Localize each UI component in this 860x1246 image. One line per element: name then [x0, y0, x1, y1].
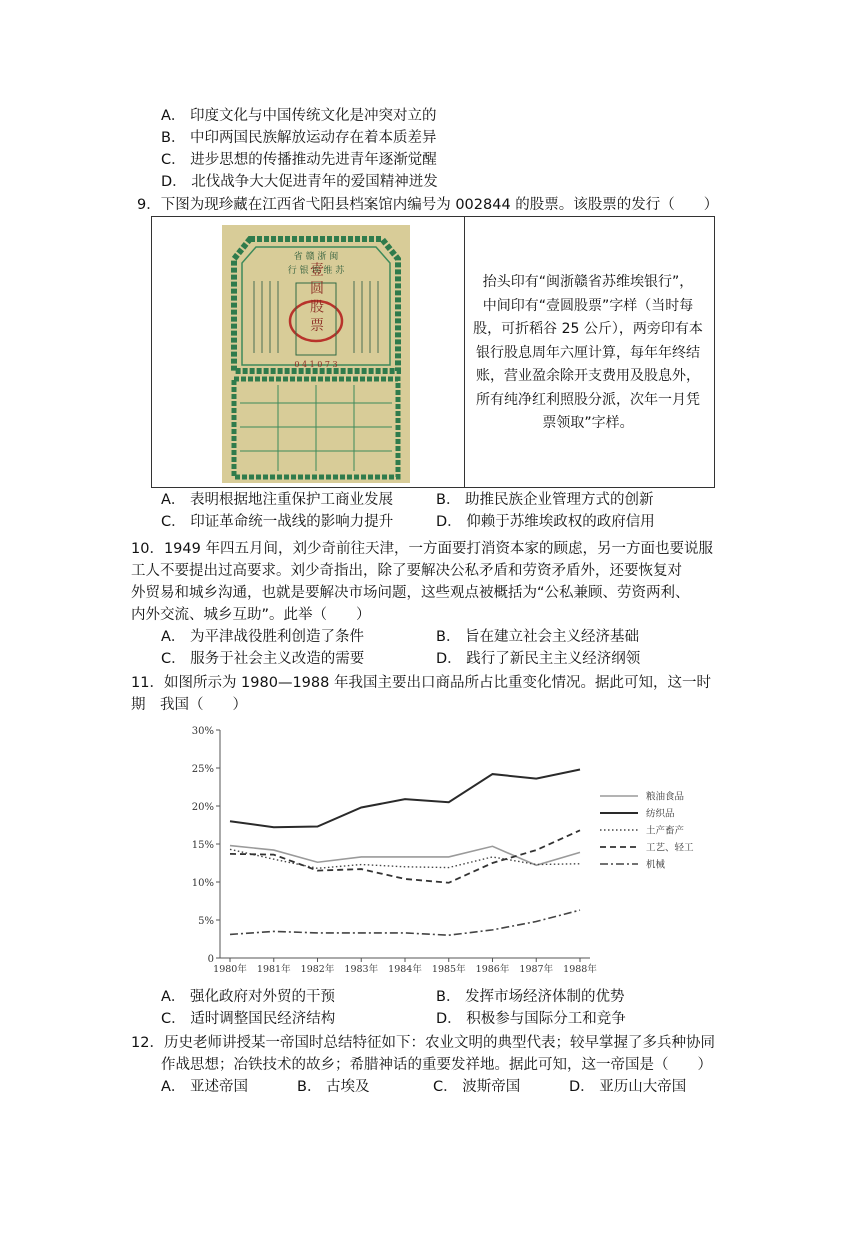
export-share-line-chart: [190, 718, 710, 980]
q12-option-c: C． 波斯帝国: [433, 1079, 521, 1095]
q12-option-a: A． 亚述帝国: [161, 1079, 249, 1095]
stock-description: [470, 271, 706, 436]
series-line-2: [230, 770, 580, 828]
legend-label: 机械: [646, 859, 666, 871]
desc-line: 中间印有“壹圆股票”字样（当时每: [482, 297, 694, 314]
q9-stem: 9．下图为现珍藏在江西省弋阳县档案馆内编号为 002844 的股票。该股票的发行（ ）: [137, 197, 719, 213]
q11-option-a: A． 强化政府对外贸的干预: [161, 989, 336, 1005]
q11-option-b: B． 发挥市场经济体制的优势: [436, 989, 625, 1005]
q9-option-d: D． 仰赖于苏维埃政权的政府信用: [436, 514, 655, 530]
q10-stem-line-1: 10．1949 年四五月间，刘少奇前往天津，一方面要打消资本家的顾虑，另一方面也要说服: [131, 541, 713, 557]
chart-axes: [192, 726, 598, 975]
q10-option-a: A． 为平津战役胜利创造了条件: [161, 629, 365, 645]
x-tick-label: 1984年: [388, 964, 422, 975]
series-line-5: [230, 910, 580, 935]
x-tick-label: 1986年: [475, 964, 510, 975]
desc-line: 抬头印有“闽浙赣省苏维埃银行”，: [482, 274, 694, 290]
x-tick-label: 1981年: [256, 964, 291, 975]
q10-stem-line-2: 工人不要提出过高要求。刘少奇指出，除了要解决公私矛盾和劳资矛盾外，还要恢复对: [131, 563, 682, 579]
q10-option-d: D． 践行了新民主主义经济纲领: [436, 651, 641, 667]
x-tick-label: 1988年: [563, 964, 597, 975]
q8-option-b: B． 中印两国民族解放运动存在着本质差异: [161, 130, 437, 146]
legend-label: 工艺、轻工: [646, 842, 694, 854]
q12-stem-line-1: 12．历史老师讲授某一帝国时总结特征如下：农业文明的典型代表；较早掌握了多兵种协同: [131, 1035, 715, 1051]
x-tick-label: 1983年: [344, 964, 379, 975]
q10-stem-line-4: 内外交流、城乡互助”。此举（ ）: [131, 607, 371, 623]
y-tick-label: 30%: [191, 726, 214, 737]
desc-line: 股，可折稻谷 25 公斤），两旁印有本: [473, 321, 703, 337]
q11-option-d: D． 积极参与国际分工和竞争: [436, 1011, 626, 1027]
y-tick-label: 25%: [191, 764, 214, 775]
legend-label: 粮油食品: [646, 791, 685, 803]
stock-header-top: 省 赣 浙 闽: [293, 252, 339, 262]
desc-line: 银行股息周年六厘计算，每年年终结: [476, 344, 700, 361]
stock-header-bottom: 行 银 埃 维 苏: [287, 266, 345, 276]
q11-option-c: C． 适时调整国民经济结构: [161, 1011, 336, 1027]
table-divider: [464, 217, 465, 487]
y-tick-label: 20%: [191, 802, 214, 813]
x-tick-label: 1982年: [300, 964, 335, 975]
q11-stem-line-1: 11．如图所示为 1980—1988 年我国主要出口商品所占比重变化情况。据此可知，这一时: [131, 675, 711, 691]
y-tick-label: 10%: [191, 878, 214, 889]
chart-series: [230, 770, 580, 936]
legend-label: 土产畜产: [646, 825, 685, 837]
q8-option-c: C． 进步思想的传播推动先进青年逐渐觉醒: [161, 152, 437, 168]
q9-figure-table: [151, 216, 715, 488]
q10-option-c: C． 服务于社会主义改造的需要: [161, 651, 365, 667]
desc-line: 票领取”字样。: [542, 415, 634, 431]
q9-option-a: A． 表明根据地注重保护工商业发展: [161, 492, 394, 508]
desc-line: 账，营业盈余除开支费用及股息外，: [476, 368, 700, 384]
q10-option-b: B． 旨在建立社会主义经济基础: [436, 629, 640, 645]
q11-stem-line-2: 期 我国（ ）: [131, 697, 247, 713]
q9-option-b: B． 助推民族企业管理方式的创新: [436, 492, 654, 508]
stock-center-text: 壹 圆 股 票: [308, 262, 324, 332]
stock-certificate-image: [222, 225, 410, 483]
y-tick-label: 15%: [191, 840, 214, 851]
q8-option-d: D． 北伐战争大大促进青年的爱国精神迸发: [161, 174, 438, 190]
y-tick-label: 5%: [198, 916, 214, 927]
y-tick-label: 0: [207, 954, 214, 965]
q10-stem-line-3: 外贸易和城乡沟通，也就是要解决市场问题，这些观点被概括为“公私兼顾、劳资两利、: [131, 585, 690, 601]
q9-option-c: C． 印证革命统一战线的影响力提升: [161, 514, 394, 530]
q12-option-b: B． 古埃及: [297, 1079, 370, 1095]
chart-legend: [600, 791, 694, 871]
legend-label: 纺织品: [646, 808, 675, 820]
x-tick-label: 1985年: [431, 964, 466, 975]
stock-serial: 0 4 1 0 7 3: [294, 360, 338, 369]
q12-stem-line-2: 作战思想；冶铁技术的故乡；希腊神话的重要发祥地。据此可知，这一帝国是（ ）: [161, 1057, 712, 1073]
q12-option-d: D． 亚历山大帝国: [569, 1079, 687, 1095]
x-tick-label: 1980年: [213, 964, 247, 975]
x-tick-label: 1987年: [519, 964, 554, 975]
desc-line: 所有纯净红利照股分派，次年一月凭: [476, 391, 700, 408]
q8-option-a: A． 印度文化与中国传统文化是冲突对立的: [161, 108, 437, 124]
